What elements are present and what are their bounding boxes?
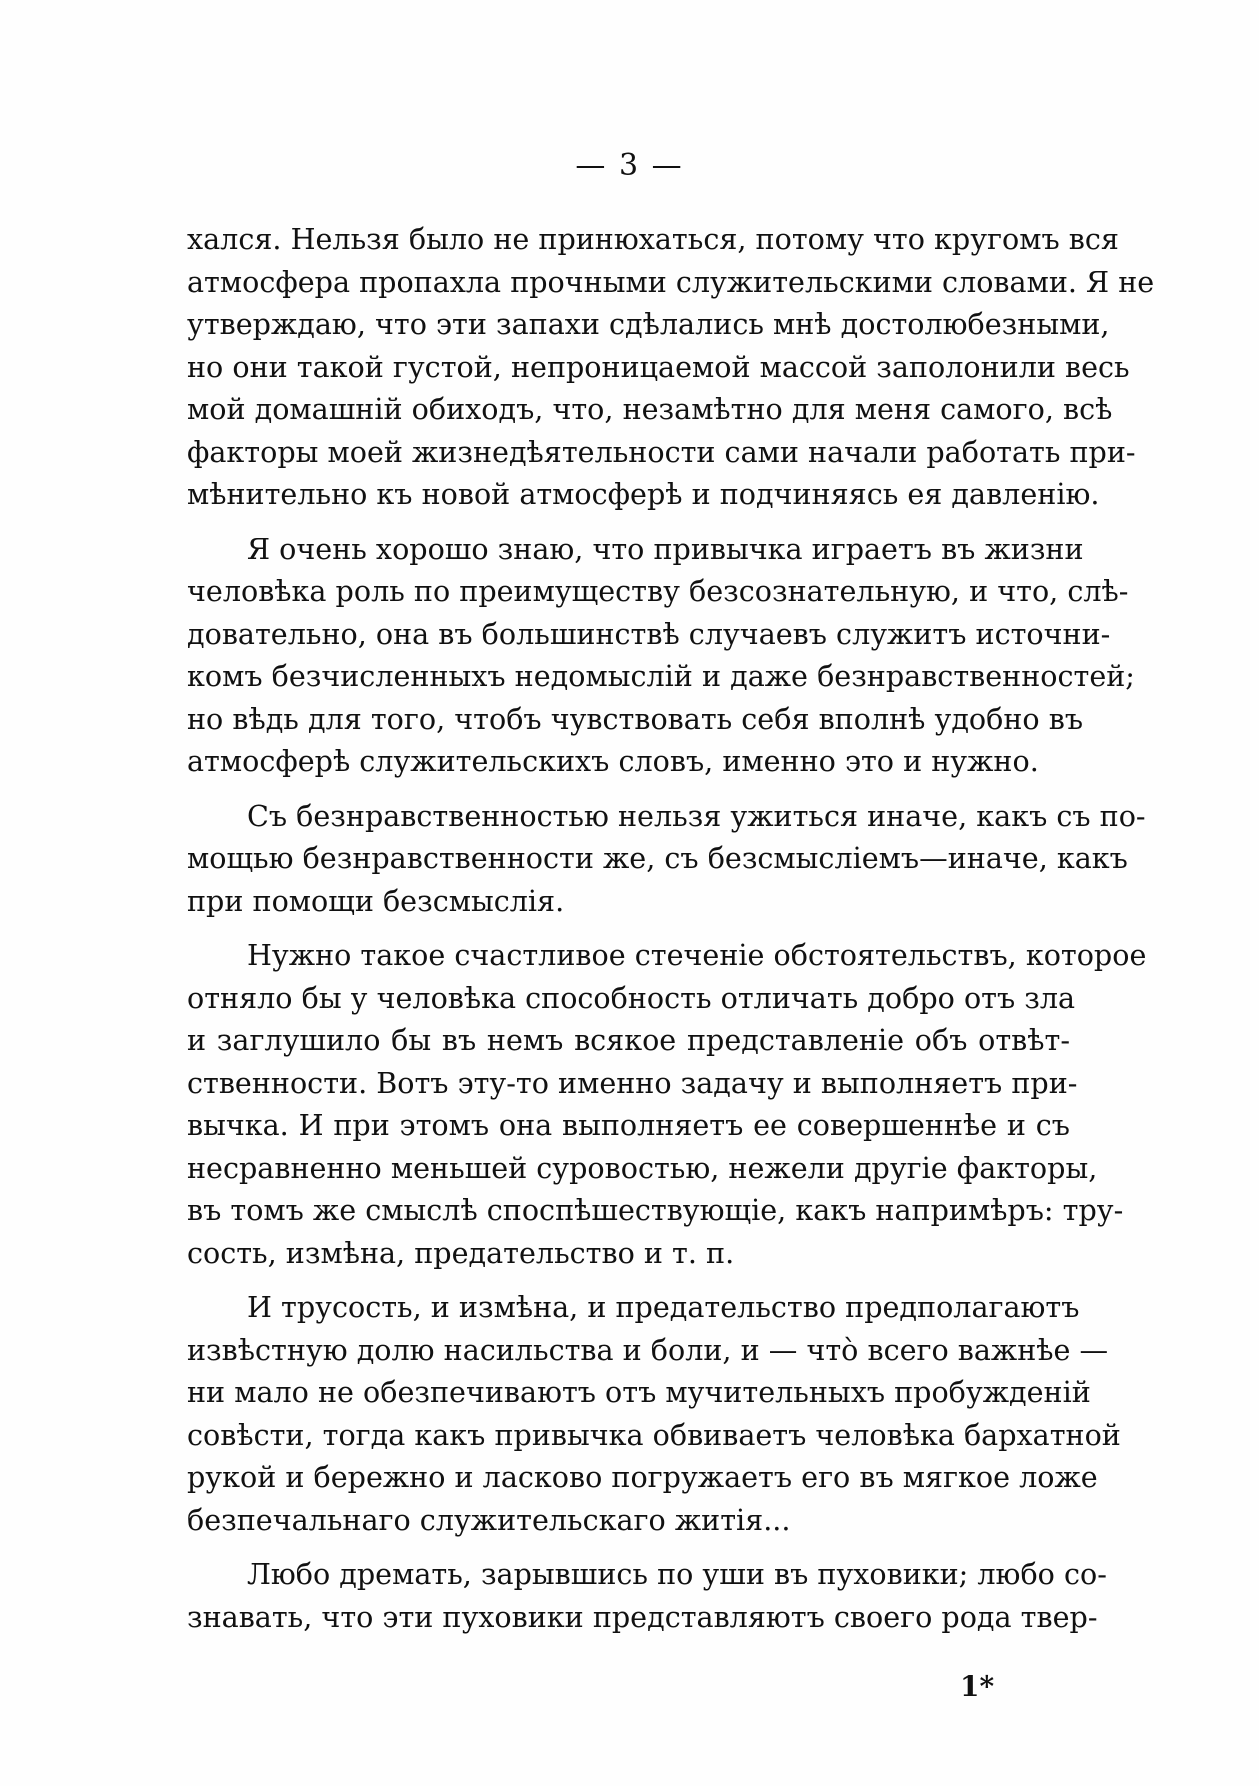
text-line: Нужно такое счастливое стеченіе обстоятельствъ, которое — [247, 938, 1147, 972]
text-line: атмосфера пропахла прочными служительскими словами. Я не — [187, 264, 1155, 299]
text-line: знавать, что эти пуховики представляютъ своего рода твер- — [187, 1599, 1098, 1634]
paragraph — [187, 1286, 1121, 1541]
text-line: Съ безнравственностью нельзя ужиться иначе, какъ съ по- — [247, 798, 1146, 833]
text-line: отняло бы у человѣка способность отличать добро отъ зла — [187, 980, 1076, 1015]
text-line: извѣстную долю насильства и боли, и — что̀ всего важнѣе — — [187, 1332, 1109, 1367]
paragraph — [187, 934, 1147, 1274]
text-line: довательно, она въ большинствѣ случаевъ служитъ источни- — [187, 616, 1111, 651]
paragraph — [187, 1553, 1107, 1638]
signature-mark: 1* — [960, 1670, 995, 1703]
paragraph — [187, 795, 1146, 923]
text-line: утверждаю, что эти запахи сдѣлались мнѣ достолюбезными, — [187, 307, 1110, 341]
text-line: ственности. Вотъ эту-то именно задачу и выполняетъ при- — [187, 1065, 1078, 1100]
text-line: рукой и бережно и ласково погружаетъ его въ мягкое ложе — [187, 1460, 1098, 1494]
text-line: Любо дремать, зарывшись по уши въ пуховики; любо со- — [247, 1557, 1107, 1591]
text-line: безпечальнаго служительскаго житія... — [187, 1502, 791, 1537]
text-line: ни мало не обезпечиваютъ отъ мучительныхъ пробужденій — [187, 1375, 1091, 1409]
text-line: комъ безчисленныхъ недомыслій и даже безнравственностей; — [187, 659, 1135, 693]
text-line: но вѣдь для того, чтобъ чувствовать себя вполнѣ удобно въ — [187, 701, 1084, 736]
text-line: несравненно меньшей суровостью, нежели другіе факторы, — [187, 1150, 1098, 1185]
text-line: человѣка роль по преимуществу безсознательную, и что, слѣ- — [187, 574, 1129, 608]
text-line: вычка. И при этомъ она выполняетъ ее совершеннѣе и съ — [187, 1108, 1070, 1142]
body-text — [187, 218, 1155, 1650]
text-line: факторы моей жизнедѣятельности сами начали работать при- — [187, 434, 1136, 469]
text-line: въ томъ же смыслѣ споспѣшествующіе, какъ напримѣръ: тру- — [187, 1193, 1124, 1227]
text-line: И трусость, и измѣна, и предательство предполагаютъ — [247, 1290, 1080, 1324]
text-line: хался. Нельзя было не принюхаться, потому что кругомъ вся — [187, 222, 1119, 256]
text-line: Я очень хорошо знаю, что привычка играетъ въ жизни — [247, 531, 1084, 566]
text-line: сость, измѣна, предательство и т. п. — [187, 1235, 735, 1270]
text-line: и заглушило бы въ немъ всякое представленіе объ отвѣт- — [187, 1023, 1070, 1057]
text-line: мѣнительно къ новой атмосферѣ и подчиняясь ея давленію. — [187, 477, 1100, 511]
text-line: при помощи безсмыслія. — [187, 883, 565, 918]
text-line: атмосферѣ служительскихъ словъ, именно это и нужно. — [187, 744, 1039, 778]
text-line: совѣсти, тогда какъ привычка обвиваетъ человѣка бархатной — [187, 1417, 1121, 1452]
page-number-header: — 3 — — [575, 148, 684, 183]
text-line: мощью безнравственности же, съ безсмысліемъ—иначе, какъ — [187, 841, 1128, 875]
paragraph — [187, 528, 1135, 783]
text-line: мой домашній обиходъ, что, незамѣтно для меня самого, всѣ — [187, 392, 1113, 426]
text-line: но они такой густой, непроницаемой массой заполонили весь — [187, 349, 1130, 384]
paragraph — [187, 218, 1155, 516]
